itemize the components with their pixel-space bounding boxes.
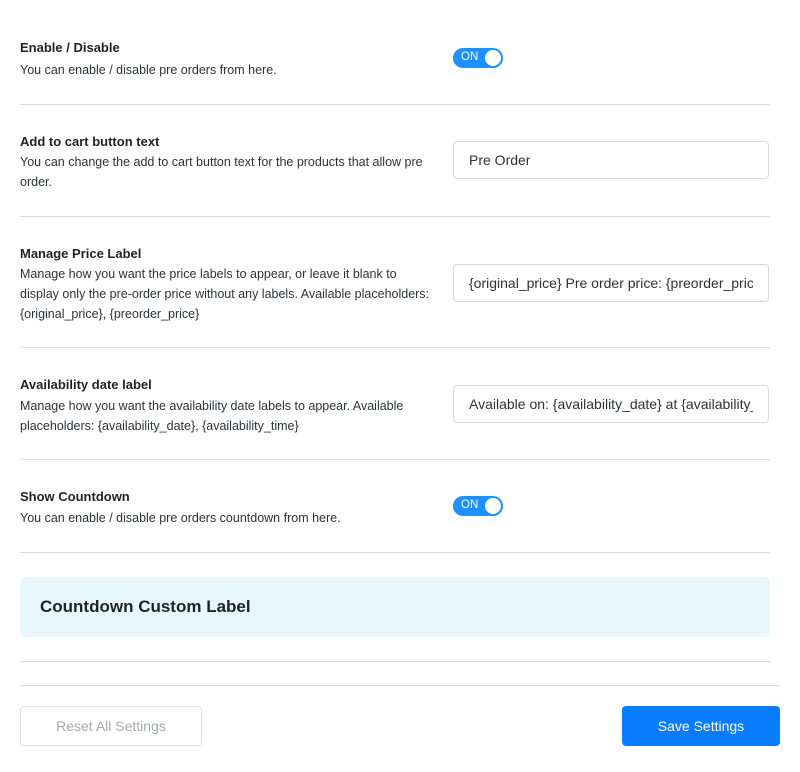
reset-settings-button[interactable]: Reset All Settings bbox=[20, 706, 202, 746]
setting-title: Enable / Disable bbox=[20, 40, 120, 55]
show-countdown-toggle[interactable] bbox=[453, 496, 503, 516]
setting-title: Availability date label bbox=[20, 377, 152, 392]
setting-title: Manage Price Label bbox=[20, 246, 142, 261]
add-to-cart-text-input[interactable] bbox=[453, 141, 769, 179]
enable-preorder-toggle[interactable] bbox=[453, 48, 503, 68]
toggle-state: ON bbox=[461, 499, 479, 511]
setting-description: You can change the add to cart button text for the products that allow pre order. bbox=[20, 155, 423, 189]
footer-divider bbox=[20, 685, 780, 686]
divider bbox=[20, 459, 770, 460]
setting-description: You can enable / disable pre orders countdown from here. bbox=[20, 511, 341, 525]
setting-description: You can enable / disable pre orders from here. bbox=[20, 63, 277, 77]
price-label-input[interactable] bbox=[453, 264, 769, 302]
toggle-knob bbox=[485, 498, 501, 514]
setting-title: Show Countdown bbox=[20, 489, 130, 504]
divider bbox=[20, 661, 770, 662]
section-title: Countdown Custom Label bbox=[40, 597, 251, 616]
toggle-knob bbox=[485, 50, 501, 66]
divider bbox=[20, 104, 770, 105]
setting-title: Add to cart button text bbox=[20, 134, 160, 149]
setting-description: Manage how you want the availability date labels to appear. Available placeholders: {availability_date}, {availability_time} bbox=[20, 399, 404, 433]
toggle-state: ON bbox=[461, 51, 479, 63]
divider bbox=[20, 216, 770, 217]
availability-label-input[interactable] bbox=[453, 385, 769, 423]
countdown-section-header bbox=[20, 577, 770, 637]
save-settings-button[interactable]: Save Settings bbox=[622, 706, 780, 746]
divider bbox=[20, 552, 770, 553]
divider bbox=[20, 347, 770, 348]
setting-description: Manage how you want the price labels to appear, or leave it blank to display only the pre-order price without any labels. Available placeholders: {original_price}, {preorder_price} bbox=[20, 267, 430, 321]
